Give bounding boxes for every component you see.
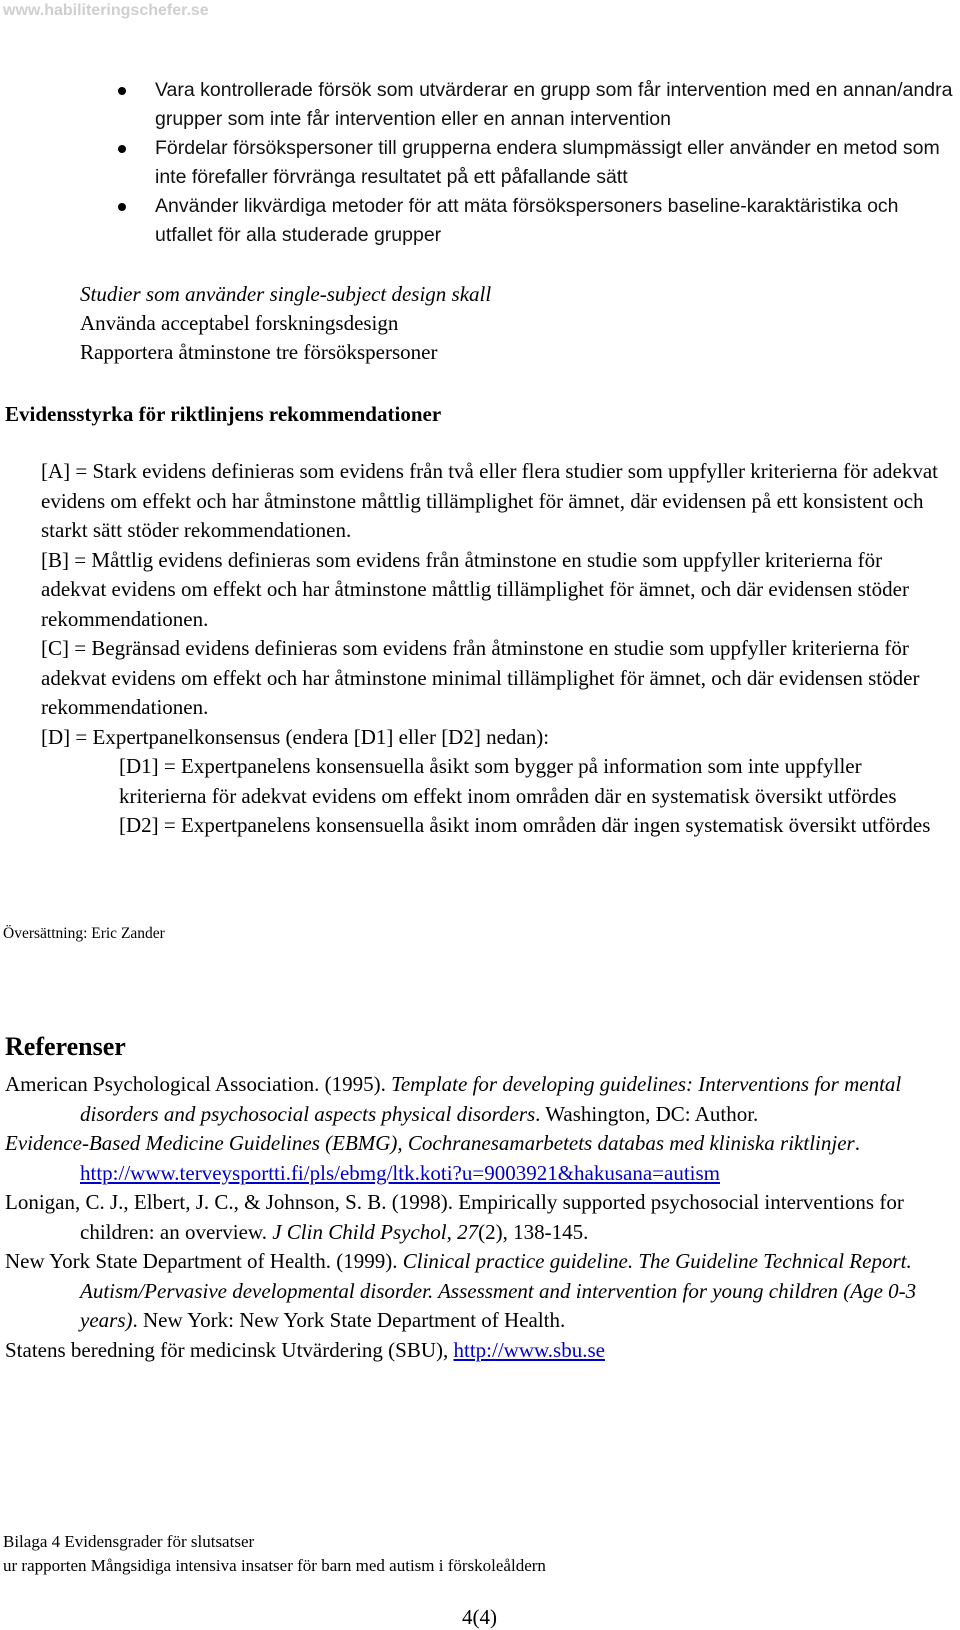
bullet-dot-icon <box>118 87 126 95</box>
single-subject-section <box>80 280 491 367</box>
evidence-heading: Evidensstyrka för riktlinjens rekommendationer <box>5 402 442 426</box>
evidence-grades <box>41 457 951 841</box>
ref-text: New York State Department of Health. (1999). <box>5 1249 403 1273</box>
grade-c: [C] = Begränsad evidens definieras som evidens från åtminstone en studie som uppfyller kriterierna för adekvat evidens om effekt och har åtminstone minimal tillämplighet för ämnet, och där evidensen stöder rekommendationen. <box>41 636 920 719</box>
watermark-url: www.habiliteringschefer.se <box>3 2 209 19</box>
translator-credit: Översättning: Eric Zander <box>3 925 165 942</box>
ref-title: Clinical practice guideline. The Guideline Technical Report. Autism/Pervasive developmental disorder. Assessment and intervention for young children (Age 0-3 years) <box>80 1249 917 1332</box>
single-subject-line: Använda acceptabel forskningsdesign <box>80 311 399 335</box>
sbu-link[interactable]: http://www.sbu.se <box>453 1337 605 1362</box>
ref-text: (2), 138-145. <box>478 1219 589 1244</box>
grade-d: [D] = Expertpanelkonsensus (endera [D1] eller [D2] nedan): <box>41 724 550 749</box>
ref-text: . New York: New York State Department of Health. <box>132 1308 566 1332</box>
grade-b: [B] = Måttlig evidens definieras som evidens från åtminstone en studie som uppfyller kriterierna för adekvat evidens om effekt och har åtminstone måttlig tillämplighet för ämnet, och där evidensen stöder rekommendationen. <box>41 547 909 631</box>
single-subject-line: Rapportera åtminstone tre försökspersoner <box>80 340 438 364</box>
grade-a: [A] = Stark evidens definieras som evidens från två eller flera studier som uppfyller kriterierna för adekvat evidens om effekt och har åtminstone måttlig tillämplighet för ämnet, där evidensen på ett konsistent och starkt sätt stöder rekommendationen. <box>41 459 939 542</box>
ref-title: Template for developing guidelines: Interventions for mental disorders and psychosocial aspects physical disorders <box>80 1072 902 1126</box>
criteria-bullet-list <box>118 76 960 250</box>
bullet-text: Vara kontrollerade försök som utvärderar en grupp som får intervention med en annan/andra grupper som inte får intervention eller en annan intervention <box>155 79 953 130</box>
page-footer <box>3 1530 546 1578</box>
ref-title: Evidence-Based Medicine Guidelines (EBMG), Cochranesamarbetets databas med kliniska riktlinjer <box>5 1131 855 1155</box>
grade-d2: [D2] = Expertpanelens konsensuella åsikt inom områden där ingen systematisk översikt utfördes <box>119 813 931 837</box>
footer-line: Bilaga 4 Evidensgrader för slutsatser <box>3 1532 255 1551</box>
footer-line: ur rapporten Mångsidiga intensiva insatser för barn med autism i förskoleåldern <box>3 1556 546 1575</box>
reference-item <box>5 1336 960 1366</box>
ref-text: American Psychological Association. (1995). <box>5 1072 392 1096</box>
bullet-dot-icon <box>118 145 126 153</box>
ref-text: Statens beredning för medicinsk Utvärdering (SBU), <box>5 1337 454 1362</box>
grade-d1: [D1] = Expertpanelens konsensuella åsikt som bygger på information som inte uppfyller kriterierna för adekvat evidens om effekt inom områden där en systematisk översikt utfördes <box>119 754 897 808</box>
reference-item <box>5 1188 960 1247</box>
ebmg-link[interactable]: http://www.terveysportti.fi/pls/ebmg/ltk.koti?u=9003921&hakusana=autism <box>80 1160 720 1185</box>
reference-item <box>5 1129 960 1188</box>
ref-title: J Clin Child Psychol, 27 <box>272 1219 479 1244</box>
reference-list <box>5 1070 960 1365</box>
reference-item <box>5 1247 960 1336</box>
bullet-text: Använder likvärdiga metoder för att mäta försökspersoners baseline-karaktäristika och utfallet för alla studerade grupper <box>155 195 899 246</box>
bullet-item <box>118 76 960 134</box>
ref-text: . <box>854 1131 860 1155</box>
ref-text: . Washington, DC: Author. <box>535 1101 759 1126</box>
bullet-item <box>118 134 960 192</box>
page-number: 4(4) <box>462 1605 497 1629</box>
bullet-text: Fördelar försökspersoner till grupperna endera slumpmässigt eller använder en metod som inte förefaller förvränga resultatet på ett påfallande sätt <box>155 137 940 188</box>
references-heading: Referenser <box>5 1032 126 1061</box>
single-subject-heading: Studier som använder single-subject design skall <box>80 282 492 306</box>
bullet-dot-icon <box>118 203 126 211</box>
bullet-item <box>118 192 960 250</box>
ref-text: Lonigan, C. J., Elbert, J. C., & Johnson, S. B. (1998). Empirically supported psychosocial interventions for children: an overview. <box>5 1190 904 1244</box>
reference-item <box>5 1070 960 1129</box>
